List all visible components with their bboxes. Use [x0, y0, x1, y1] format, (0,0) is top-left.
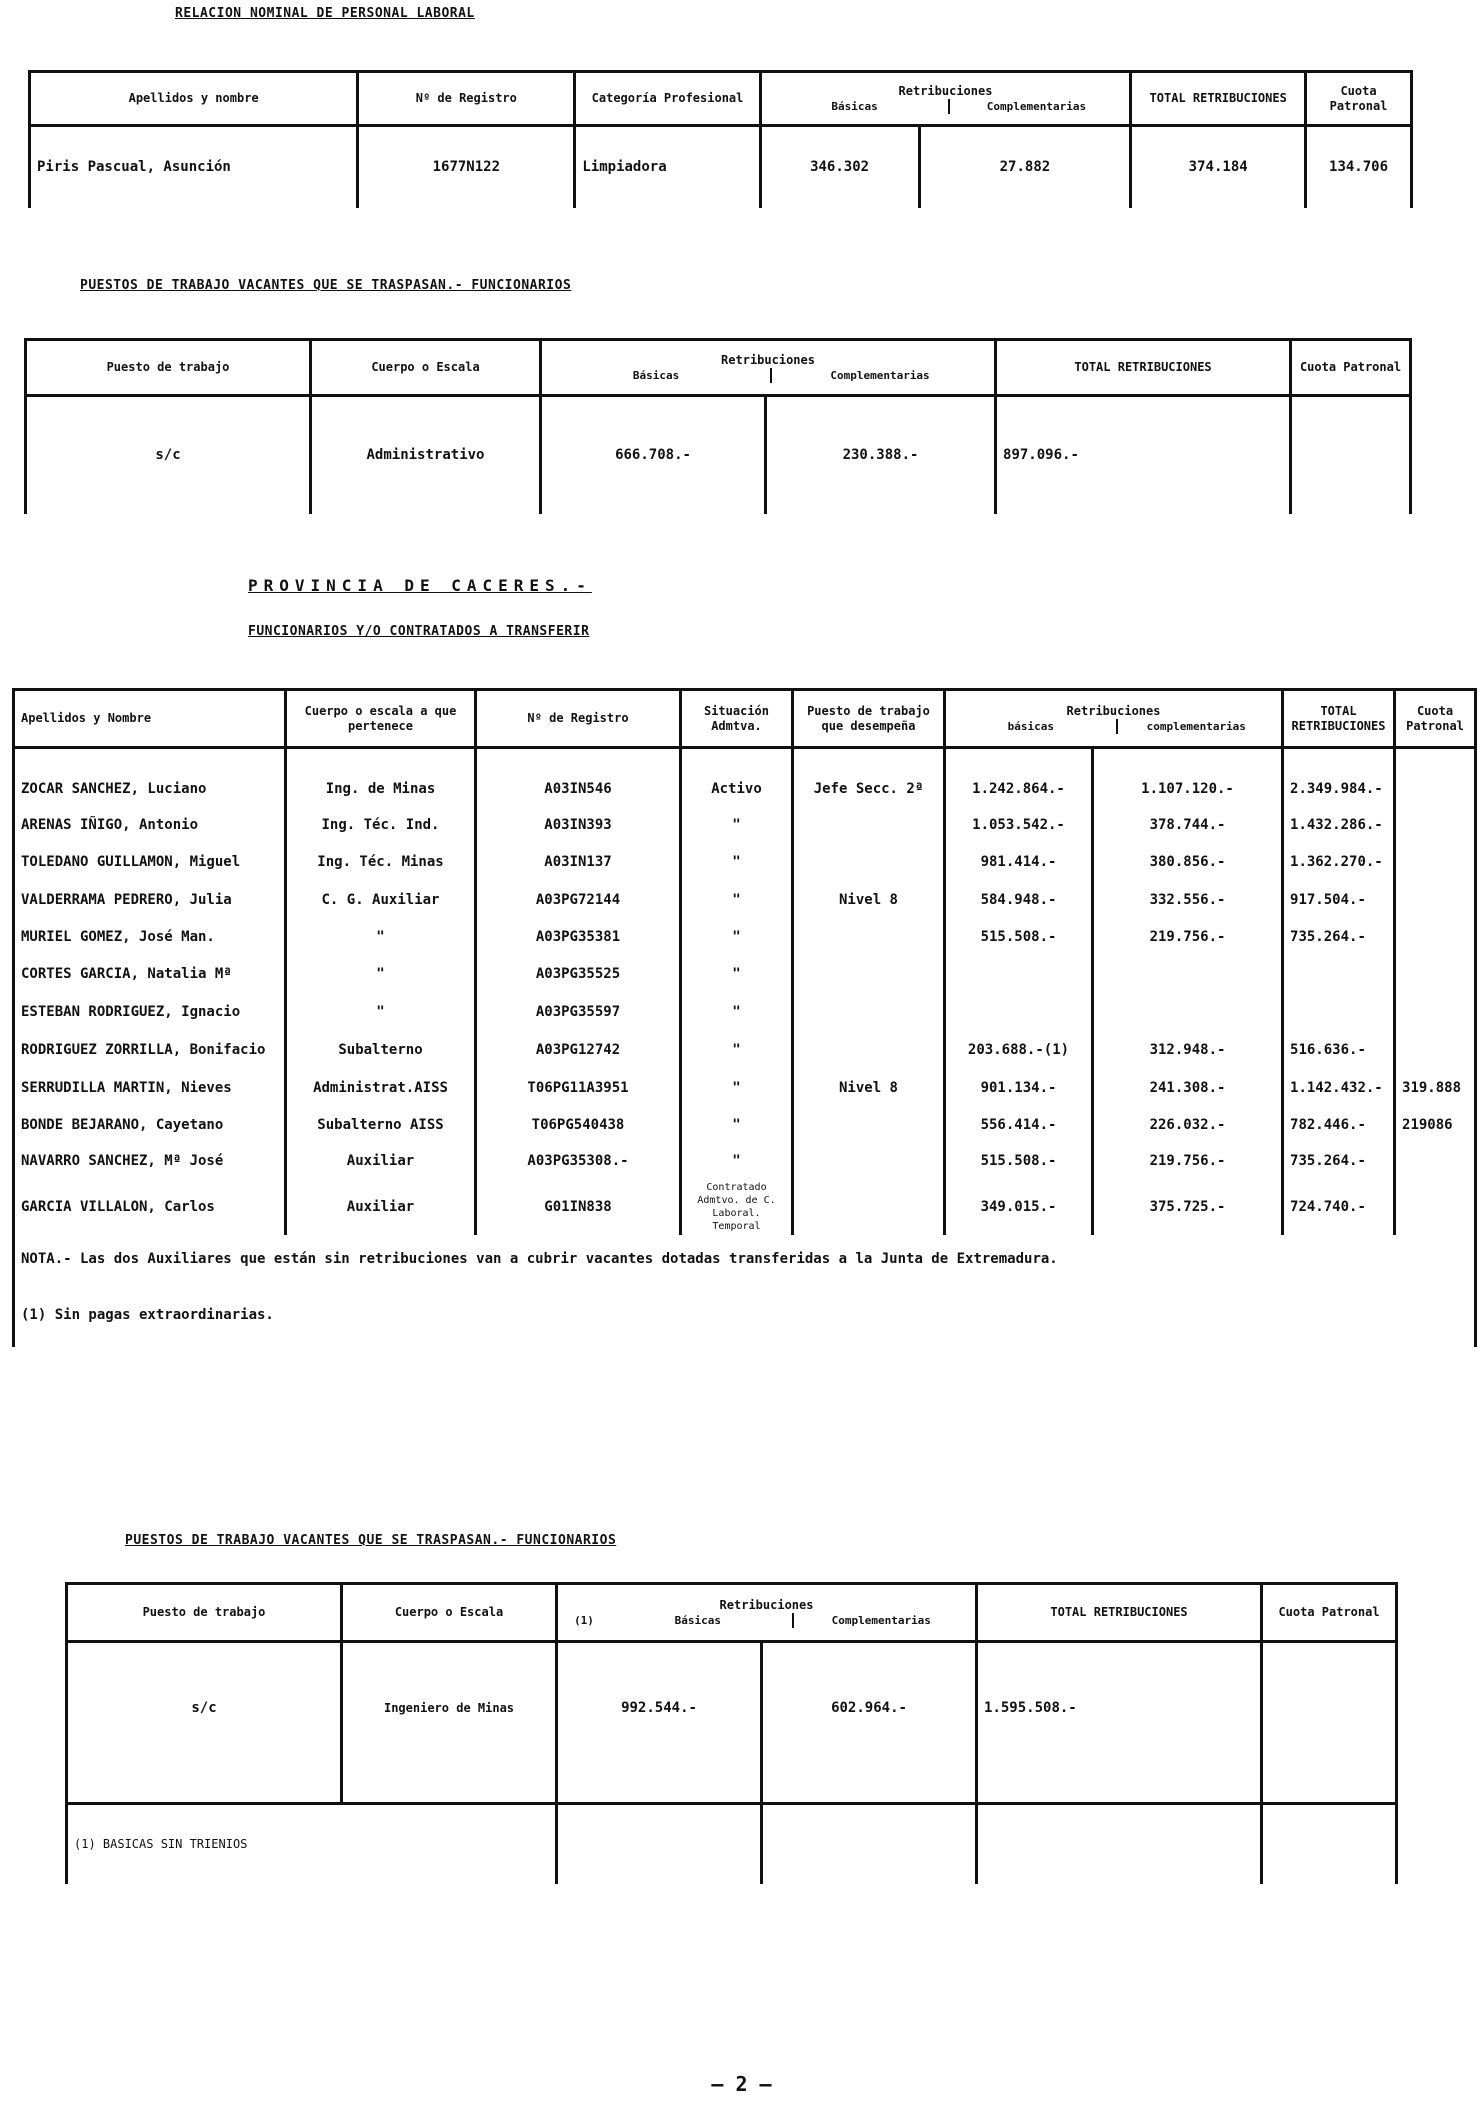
cell-situacion: "	[681, 881, 793, 919]
header-complementarias: complementarias	[1116, 719, 1276, 734]
cell-name: NAVARRO SANCHEZ, Mª José	[14, 1143, 286, 1179]
cell-puesto	[793, 1031, 945, 1069]
cell-situacion: "	[681, 1069, 793, 1107]
header-cuerpo: Cuerpo o Escala	[311, 340, 541, 396]
cell-total	[1283, 955, 1395, 993]
cell-basicas: 349.015.-	[945, 1179, 1093, 1235]
header-cuota: Cuota Patronal	[1306, 72, 1412, 126]
cell-puesto: Nivel 8	[793, 881, 945, 919]
cell-cuota	[1395, 1179, 1476, 1235]
header-puesto: Puesto de trabajo que desempeña	[793, 690, 945, 748]
cell-puesto: s/c	[26, 396, 311, 514]
cell-complementarias: 378.744.-	[1093, 807, 1283, 843]
cell-complementarias	[1093, 955, 1283, 993]
table-row	[67, 1642, 1397, 1774]
cell-name: SERRUDILLA MARTIN, Nieves	[14, 1069, 286, 1107]
cell-situacion: "	[681, 919, 793, 955]
header-cuota: Cuota Patronal	[1262, 1584, 1397, 1642]
cell-basicas: 556.414.-	[945, 1107, 1093, 1143]
cell-puesto: Nivel 8	[793, 1069, 945, 1107]
cell-puesto: Jefe Secc. 2ª	[793, 771, 945, 807]
cell-basicas: 515.508.-	[945, 1143, 1093, 1179]
cell-registro: A03PG72144	[476, 881, 681, 919]
cell-name: ARENAS IÑIGO, Antonio	[14, 807, 286, 843]
cell-puesto	[793, 955, 945, 993]
cell-cuota	[1395, 1143, 1476, 1179]
table-row	[14, 993, 1476, 1031]
table-row	[14, 881, 1476, 919]
cell-cuota: 134.706	[1306, 126, 1412, 208]
header-retribuciones: Retribuciones Básicas Complementarias	[760, 72, 1131, 126]
header-basicas: Básicas	[831, 99, 878, 113]
cell-cuerpo: Administrativo	[311, 396, 541, 514]
cell-puesto	[793, 807, 945, 843]
header-total: TOTAL RETRIBUCIONES	[977, 1584, 1262, 1642]
section4-title: PUESTOS DE TRABAJO VACANTES QUE SE TRASPASAN.- FUNCIONARIOS	[125, 1533, 617, 1548]
cell-cuerpo: Ing. Téc. Minas	[286, 843, 476, 881]
table-row	[14, 771, 1476, 807]
header-cuota: Cuota Patronal	[1395, 690, 1476, 748]
cell-cuerpo: Auxiliar	[286, 1179, 476, 1235]
cell-registro: A03IN393	[476, 807, 681, 843]
cell-cuota	[1395, 807, 1476, 843]
header-name: Apellidos y Nombre	[14, 690, 286, 748]
cell-basicas: 1.242.864.-	[945, 771, 1093, 807]
table-row	[14, 1143, 1476, 1179]
section2-title: PUESTOS DE TRABAJO VACANTES QUE SE TRASPASAN.- FUNCIONARIOS	[80, 278, 572, 293]
cell-registro: A03IN137	[476, 843, 681, 881]
header-retribuciones: Retribuciones Básicas Complementarias	[541, 340, 996, 396]
cell-cuerpo: Auxiliar	[286, 1143, 476, 1179]
cell-puesto	[793, 993, 945, 1031]
cell-situacion: "	[681, 807, 793, 843]
cell-basicas: 584.948.-	[945, 881, 1093, 919]
cell-total: 1.432.286.-	[1283, 807, 1395, 843]
cell-cuota	[1395, 843, 1476, 881]
cell-complementarias: 230.388.-	[766, 396, 996, 514]
cell-name: Piris Pascual, Asunción	[30, 126, 358, 208]
cell-total: 782.446.-	[1283, 1107, 1395, 1143]
cell-situacion: Contratado Admtvo. de C. Laboral. Temporal	[681, 1179, 793, 1235]
cell-total: 724.740.-	[1283, 1179, 1395, 1235]
cell-basicas	[945, 955, 1093, 993]
cell-cuerpo: Ing. de Minas	[286, 771, 476, 807]
vacantes-table-2	[65, 1582, 1398, 1884]
cell-cuota	[1395, 1031, 1476, 1069]
footnote: (1) BASICAS SIN TRIENIOS	[67, 1804, 557, 1884]
cell-basicas: 992.544.-	[557, 1642, 762, 1774]
cell-complementarias: 380.856.-	[1093, 843, 1283, 881]
header-puesto: Puesto de trabajo	[26, 340, 311, 396]
cell-basicas	[945, 993, 1093, 1031]
cell-registro: T06PG540438	[476, 1107, 681, 1143]
cell-total: 2.349.984.-	[1283, 771, 1395, 807]
cell-cuerpo: "	[286, 955, 476, 993]
cell-situacion: "	[681, 1107, 793, 1143]
cell-registro: A03IN546	[476, 771, 681, 807]
table-row	[14, 955, 1476, 993]
cell-complementarias	[1093, 993, 1283, 1031]
header-registro: Nº de Registro	[358, 72, 575, 126]
cell-cuota	[1262, 1642, 1397, 1774]
cell-cuota: 319.888	[1395, 1069, 1476, 1107]
cell-registro: A03PG35308.-	[476, 1143, 681, 1179]
cell-basicas: 981.414.-	[945, 843, 1093, 881]
cell-name: ZOCAR SANCHEZ, Luciano	[14, 771, 286, 807]
cell-complementarias: 1.107.120.-	[1093, 771, 1283, 807]
header-basicas: Básicas	[632, 368, 680, 382]
cell-situacion: Activo	[681, 771, 793, 807]
cell-puesto	[793, 919, 945, 955]
cell-total: 917.504.-	[1283, 881, 1395, 919]
header-retribuciones: Retribuciones básicas complementarias	[945, 690, 1283, 748]
cell-complementarias: 219.756.-	[1093, 1143, 1283, 1179]
header-puesto: Puesto de trabajo	[67, 1584, 342, 1642]
cell-situacion: "	[681, 1143, 793, 1179]
cell-basicas: 666.708.-	[541, 396, 766, 514]
cell-cuerpo: Subalterno	[286, 1031, 476, 1069]
cell-situacion: "	[681, 1031, 793, 1069]
table-row	[14, 1069, 1476, 1107]
cell-cuota	[1395, 771, 1476, 807]
cell-name: GARCIA VILLALON, Carlos	[14, 1179, 286, 1235]
cell-cuerpo: "	[286, 919, 476, 955]
cell-complementarias: 219.756.-	[1093, 919, 1283, 955]
cell-basicas: 346.302	[760, 126, 919, 208]
cell-cuerpo: Ingeniero de Minas	[342, 1642, 557, 1774]
cell-complementarias: 312.948.-	[1093, 1031, 1283, 1069]
cell-situacion: "	[681, 993, 793, 1031]
header-situacion: Situación Admtva.	[681, 690, 793, 748]
vacantes-table-1	[24, 338, 1412, 514]
cell-basicas: 203.688.-(1)	[945, 1031, 1093, 1069]
cell-cuota	[1395, 955, 1476, 993]
cell-total: 516.636.-	[1283, 1031, 1395, 1069]
cell-complementarias: 241.308.-	[1093, 1069, 1283, 1107]
cell-complementarias: 332.556.-	[1093, 881, 1283, 919]
header-cuerpo: Cuerpo o escala a que pertenece	[286, 690, 476, 748]
cell-name: CORTES GARCIA, Natalia Mª	[14, 955, 286, 993]
cell-basicas: 901.134.-	[945, 1069, 1093, 1107]
table-row	[30, 126, 1412, 208]
cell-cuerpo: C. G. Auxiliar	[286, 881, 476, 919]
cell-basicas: 515.508.-	[945, 919, 1093, 955]
header-complementarias: Complementarias	[948, 99, 1124, 114]
header-complementarias: Complementarias	[770, 368, 988, 383]
cell-puesto	[793, 843, 945, 881]
cell-total: 374.184	[1131, 126, 1306, 208]
cell-cuerpo: Ing. Téc. Ind.	[286, 807, 476, 843]
cell-total	[1283, 993, 1395, 1031]
cell-registro: A03PG35381	[476, 919, 681, 955]
header-total: TOTAL RETRIBUCIONES	[1283, 690, 1395, 748]
header-total: TOTAL RETRIBUCIONES	[996, 340, 1291, 396]
table-row	[14, 919, 1476, 955]
table-row	[14, 1107, 1476, 1143]
header-name: Apellidos y nombre	[30, 72, 358, 126]
cell-total: 735.264.-	[1283, 919, 1395, 955]
cell-total: 1.595.508.-	[977, 1642, 1262, 1774]
cell-categoria: Limpiadora	[575, 126, 760, 208]
laboral-table	[28, 70, 1413, 208]
province-title: PROVINCIA DE CACERES.-	[248, 576, 592, 595]
header-cuota: Cuota Patronal	[1291, 340, 1411, 396]
cell-registro: G01IN838	[476, 1179, 681, 1235]
cell-registro: A03PG35525	[476, 955, 681, 993]
table-row	[14, 1031, 1476, 1069]
cell-cuota	[1395, 919, 1476, 955]
table-row	[26, 396, 1411, 514]
cell-total: 1.142.432.-	[1283, 1069, 1395, 1107]
header-cuerpo: Cuerpo o Escala	[342, 1584, 557, 1642]
cell-cuerpo: "	[286, 993, 476, 1031]
cell-cuota: 219086	[1395, 1107, 1476, 1143]
cell-complementarias: 602.964.-	[762, 1642, 977, 1774]
table-row	[14, 1179, 1476, 1235]
header-total: TOTAL RETRIBUCIONES	[1131, 72, 1306, 126]
cell-situacion: "	[681, 955, 793, 993]
cell-registro: A03PG12742	[476, 1031, 681, 1069]
cell-situacion: "	[681, 843, 793, 881]
header-basicas: Básicas	[674, 1613, 721, 1627]
cell-name: ESTEBAN RODRIGUEZ, Ignacio	[14, 993, 286, 1031]
cell-name: VALDERRAMA PEDRERO, Julia	[14, 881, 286, 919]
header-ref: (1)	[574, 1613, 594, 1627]
nota: NOTA.- Las dos Auxiliares que están sin retribuciones van a cubrir vacantes dotadas transferidas a la Junta de Extremadura.	[14, 1235, 1476, 1283]
cell-name: MURIEL GOMEZ, José Man.	[14, 919, 286, 955]
cell-registro: 1677N122	[358, 126, 575, 208]
cell-registro: A03PG35597	[476, 993, 681, 1031]
cell-cuota	[1395, 993, 1476, 1031]
section1-title: RELACION NOMINAL DE PERSONAL LABORAL	[175, 6, 475, 21]
cell-complementarias: 226.032.-	[1093, 1107, 1283, 1143]
header-basicas: básicas	[1007, 719, 1054, 733]
table-row	[14, 807, 1476, 843]
cell-puesto	[793, 1179, 945, 1235]
table-row	[14, 843, 1476, 881]
cell-name: TOLEDANO GUILLAMON, Miguel	[14, 843, 286, 881]
footnote: (1) Sin pagas extraordinarias.	[14, 1283, 1476, 1347]
header-retribuciones: Retribuciones (1) Básicas Complementarias	[557, 1584, 977, 1642]
cell-name: BONDE BEJARANO, Cayetano	[14, 1107, 286, 1143]
cell-puesto	[793, 1107, 945, 1143]
funcionarios-table	[12, 688, 1477, 1347]
page-number: — 2 —	[711, 2072, 772, 2096]
cell-total: 735.264.-	[1283, 1143, 1395, 1179]
cell-name: RODRIGUEZ ZORRILLA, Bonifacio	[14, 1031, 286, 1069]
cell-total: 1.362.270.-	[1283, 843, 1395, 881]
cell-puesto: s/c	[67, 1642, 342, 1774]
cell-complementarias: 27.882	[919, 126, 1131, 208]
cell-cuerpo: Subalterno AISS	[286, 1107, 476, 1143]
cell-cuerpo: Administrat.AISS	[286, 1069, 476, 1107]
header-categoria: Categoría Profesional	[575, 72, 760, 126]
cell-basicas: 1.053.542.-	[945, 807, 1093, 843]
cell-cuota	[1291, 396, 1411, 514]
cell-total: 897.096.-	[996, 396, 1291, 514]
cell-registro: T06PG11A3951	[476, 1069, 681, 1107]
header-complementarias: Complementarias	[792, 1613, 970, 1628]
cell-complementarias: 375.725.-	[1093, 1179, 1283, 1235]
section3-title: FUNCIONARIOS Y/O CONTRATADOS A TRANSFERIR	[248, 624, 590, 639]
header-registro: Nº de Registro	[476, 690, 681, 748]
cell-puesto	[793, 1143, 945, 1179]
cell-cuota	[1395, 881, 1476, 919]
